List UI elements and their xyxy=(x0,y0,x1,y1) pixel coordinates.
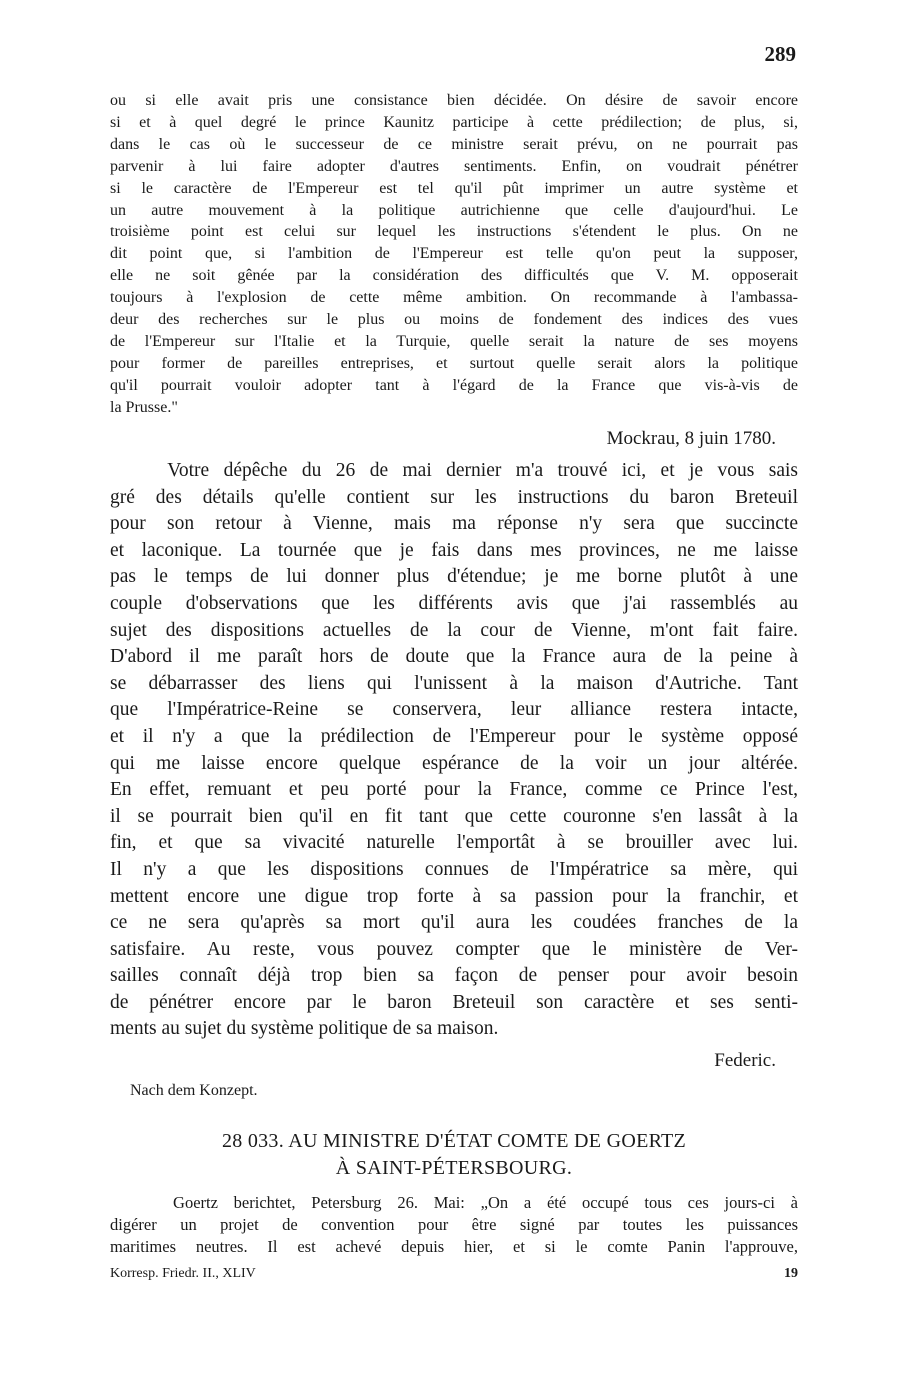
letter-line: pas le temps de lui donner plus d'étendue; je me borne plutôt à une xyxy=(110,566,798,588)
letter-line: et laconique. La tournée que je fais dans mes provinces, ne me laisse xyxy=(110,539,798,561)
letter-line: ments au sujet du système politique de sa maison. xyxy=(110,1018,499,1040)
letter-line: il se pourrait bien qu'il en fit tant que cette couronne s'en lassât à la xyxy=(110,805,798,827)
section-title-line: À SAINT-PÉTERSBOURG. xyxy=(335,1157,573,1179)
quote-line: ou si elle avait pris une consistance bien décidée. On désire de savoir encore xyxy=(110,92,798,109)
signature: Federic. xyxy=(714,1050,776,1071)
quote-line: un autre mouvement à la politique autrichienne que celle d'aujourd'hui. Le xyxy=(110,201,798,219)
letter-line: pour son retour à Vienne, mais ma réponse n'y sera que succincte xyxy=(110,513,798,535)
intro-line: Goertz berichtet, Petersburg 26. Mai: „On a été occupé tous ces jours-ci à xyxy=(110,1193,798,1212)
section-intro xyxy=(110,1192,798,1258)
source-note: Nach dem Konzept. xyxy=(130,1082,258,1099)
letter-line: Votre dépêche du 26 de mai dernier m'a trouvé ici, et je vous sais xyxy=(110,460,798,481)
quote-line: si et à quel degré le prince Kaunitz participe à cette prédilection; de plus, si, xyxy=(110,113,798,131)
letter-line: ce ne sera qu'après sa mort qu'il aura les coudées franches de la xyxy=(110,912,798,934)
letter-line: que l'Impératrice-Reine se conservera, leur alliance restera intacte, xyxy=(110,699,798,721)
quote-line: troisième point est celui sur lequel les instructions s'étendent le plus. On ne xyxy=(110,223,798,241)
quoted-report xyxy=(110,90,798,419)
footer-source: Korresp. Friedr. II., XLIV xyxy=(110,1266,256,1281)
quote-line: la Prusse." xyxy=(110,398,178,416)
quote-line: elle ne soit gênée par la considération des difficultés que V. M. opposerait xyxy=(110,267,798,285)
section-title-line: 28 033. AU MINISTRE D'ÉTAT COMTE DE GOERTZ xyxy=(221,1130,687,1152)
section-title xyxy=(110,1128,798,1182)
quote-line: dit point que, si l'ambition de l'Empereur est telle qu'on peut la supposer, xyxy=(110,245,798,263)
letter-line: qui me laisse encore quelque espérance de la voir un jour altérée. xyxy=(110,752,798,774)
letter-line: gré des détails qu'elle contient sur les instructions du baron Breteuil xyxy=(110,486,798,508)
quote-line: qu'il pourrait vouloir adopter tant à l'égard de la France que vis-à-vis de xyxy=(110,376,798,394)
quote-line: de l'Empereur sur l'Italie et la Turquie, quelle serait la nature de ses moyens xyxy=(110,332,798,350)
intro-line: maritimes neutres. Il est achevé depuis hier, et si le comte Panin l'approuve, xyxy=(110,1237,798,1256)
letter-line: En effet, remuant et peu porté pour la France, comme ce Prince l'est, xyxy=(110,779,798,801)
letter-line: sailles connaît déjà trop bien sa façon de penser pour avoir besoin xyxy=(110,965,798,987)
quote-line: dans le cas où le successeur de ce ministre serait prévu, on ne pourrait pas xyxy=(110,135,798,153)
letter-line: de pénétrer encore par le baron Breteuil son caractère et ses senti- xyxy=(110,991,798,1013)
quote-line: toujours à l'explosion de cette même ambition. On recommande à l'ambassa- xyxy=(110,289,798,307)
letter-line: et il n'y a que la prédilection de l'Empereur pour le système opposé xyxy=(110,725,798,747)
letter-line: couple d'observations que les différents avis que j'ai rassemblés au xyxy=(110,592,798,614)
quote-line: parvenir à lui faire adopter d'autres sentiments. Enfin, on voudrait pénétrer xyxy=(110,157,798,175)
dateline: Mockrau, 8 juin 1780. xyxy=(606,428,776,449)
letter-line: Il n'y a que les dispositions connues de l'Impératrice sa mère, qui xyxy=(110,858,798,880)
quote-line: pour former de pareilles entreprises, et surtout quelle serait alors la politique xyxy=(110,354,798,372)
footer-signature-mark: 19 xyxy=(784,1266,798,1281)
letter-body xyxy=(110,458,798,1043)
letter-line: D'abord il me paraît hors de doute que la France aura de la peine à xyxy=(110,646,798,668)
quote-line: deur des recherches sur le plus ou moins de fondement des indices des vues xyxy=(110,311,798,329)
quote-line: si le caractère de l'Empereur est tel qu'il pût imprimer un autre système et xyxy=(110,179,798,197)
letter-line: fin, et que sa vivacité naturelle l'emportât à se brouiller avec lui. xyxy=(110,832,798,854)
page-number: 289 xyxy=(764,42,796,66)
intro-line: digérer un projet de convention pour être signé par toutes les puissances xyxy=(110,1215,798,1234)
letter-line: sujet des dispositions actuelles de la cour de Vienne, m'ont fait faire. xyxy=(110,619,798,641)
letter-line: mettent encore une digue trop forte à sa passion pour la franchir, et xyxy=(110,885,798,907)
letter-line: satisfaire. Au reste, vous pouvez compter que le ministère de Ver- xyxy=(110,938,798,960)
letter-line: se débarrasser des liens qui l'unissent à la maison d'Autriche. Tant xyxy=(110,672,798,694)
